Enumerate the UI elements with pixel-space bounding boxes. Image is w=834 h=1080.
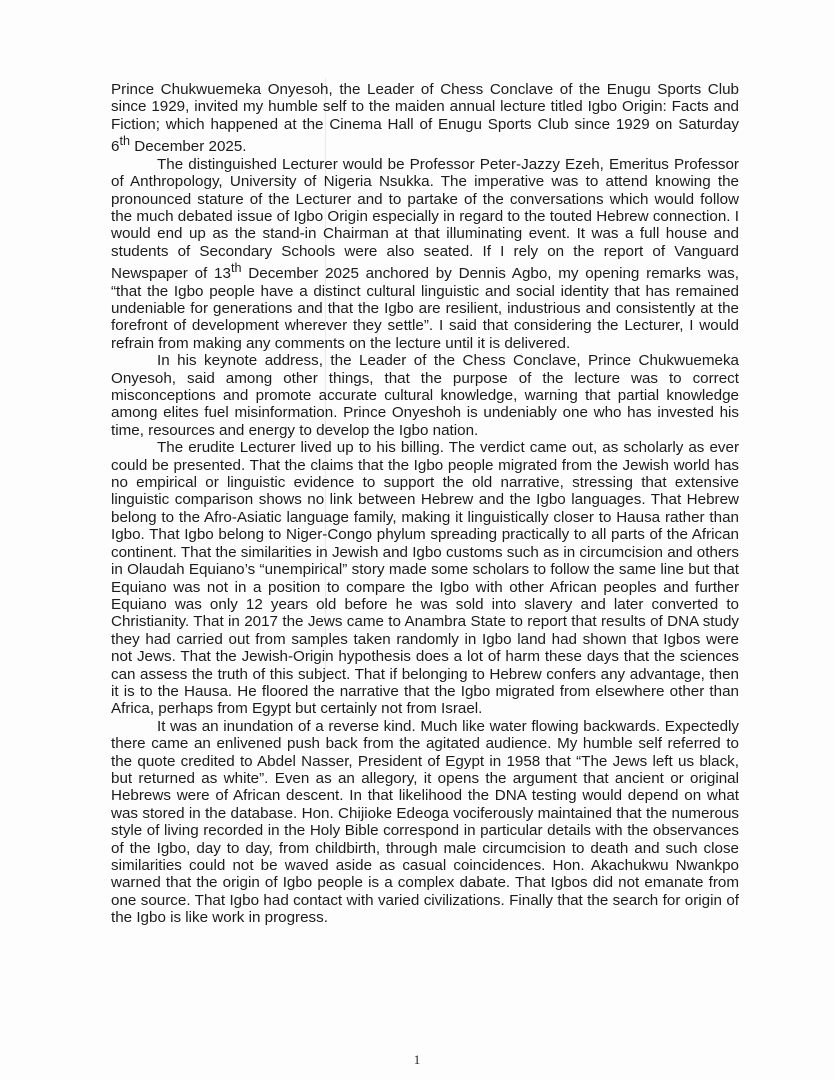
paragraph-2-text-b: December 2025 anchored by Dennis Agbo, my opening remarks was, “that the Igbo people have a distinct cultural linguistic and social identity that has remained undeniable for generations and that the Igbo are resilient, industrious and consistently at the forefront of development wherever they settle”. I said that considering the Lecturer, I would refrain from making any comments on the lecture until it is delivered. — [111, 265, 739, 352]
paragraph-1 — [111, 81, 739, 156]
paragraph-1-superscript: th — [119, 134, 131, 149]
article-body — [111, 81, 739, 927]
paragraph-2-superscript: th — [230, 261, 242, 276]
paragraph-5: It was an inundation of a reverse kind. Much like water flowing backwards. Expectedly there came an enlivened push back from the agitated audience. My humble self referred to the quote credited to Abdel Nasser, President of Egypt in 1958 that “The Jews left us black, but returned as white”. Even as an allegory, it opens the argument that ancient or original Hebrews were of African descent. In that likelihood the DNA testing would depend on what was stored in the database. Hon. Chijioke Edeoga vociferously maintained that the numerous style of living recorded in the Holy Bible correspond in particular details with the observances of the Igbo, day to day, from childbirth, through male circumcision to death and such close similarities could not be waved aside as casual coincidences. Hon. Akachukwu Nwankpo warned that the origin of Igbo people is a complex dabate. That Igbos did not emanate from one source. That Igbo had contact with varied civilizations. Finally that the search for origin of the Igbo is like work in progress. — [111, 717, 739, 927]
paragraph-3: In his keynote address, the Leader of the Chess Conclave, Prince Chukwuemeka Onyesoh, said among other things, that the purpose of the lecture was to correct misconceptions and promote accurate cultural knowledge, warning that partial knowledge among elites fuel misinformation. Prince Onyeshoh is undeniably one who has invested his time, resources and energy to develop the Igbo nation. — [111, 352, 739, 439]
page-number: 1 — [413, 1052, 421, 1067]
page-footer — [0, 1052, 834, 1068]
paragraph-1-end: December 2025. — [130, 138, 247, 156]
paragraph-2-text-a: The distinguished Lecturer would be Professor Peter-Jazzy Ezeh, Emeritus Professor of Anthropology, University of Nigeria Nsukka. The imperative was to attend knowing the pronounced stature of the Lecturer and to partake of the conversations which would follow the much debated issue of Igbo Origin especially in regard to the touted Hebrew connection. I would end up as the stand-in Chairman at that illuminating event. It was a full house and students of Secondary Schools were also seated. If I rely on the report of Vanguard Newspaper of 13 — [111, 155, 739, 283]
paragraph-1-text: Prince Chukwuemeka Onyesoh, the Leader of Chess Conclave of the Enugu Sports Club since 1929, invited my humble self to the maiden annual lecture titled Igbo Origin: Facts and Fiction; which happened at the Cinema Hall of Enugu Sports Club since 1929 on Saturday 6 — [111, 81, 739, 156]
paragraph-4: The erudite Lecturer lived up to his billing. The verdict came out, as scholarly as ever could be presented. That the claims that the Igbo people migrated from the Jewish world has no empirical or linguistic evidence to support the old narrative, stressing that extensive linguistic comparison shows no link between Hebrew and the Igbo languages. That Hebrew belong to the Afro-Asiatic language family, making it linguistically closer to Hausa rather than Igbo. That Igbo belong to Niger-Congo phylum spreading practically to all parts of the African continent. That the similarities in Jewish and Igbo customs such as in circumcision and others in Olaudah Equiano’s “unempirical” story made some scholars to follow the same line but that Equiano was not in a position to compare the Igbo with other African peoples and further Equiano was only 12 years old before he was sold into slavery and later converted to Christianity. That in 2017 the Jews came to Anambra State to report that results of DNA study they had carried out from samples taken randomly in Igbo land had shown that Igbos were not Jews. That the Jewish-Origin hypothesis does a lot of harm these days that the sciences can assess the truth of this subject. That if belonging to Hebrew confers any advantage, then it is to the Hausa. He floored the narrative that the Igbo migrated from elsewhere other than Africa, perhaps from Egypt but certainly not from Israel. — [111, 439, 739, 718]
paragraph-2 — [111, 156, 739, 353]
